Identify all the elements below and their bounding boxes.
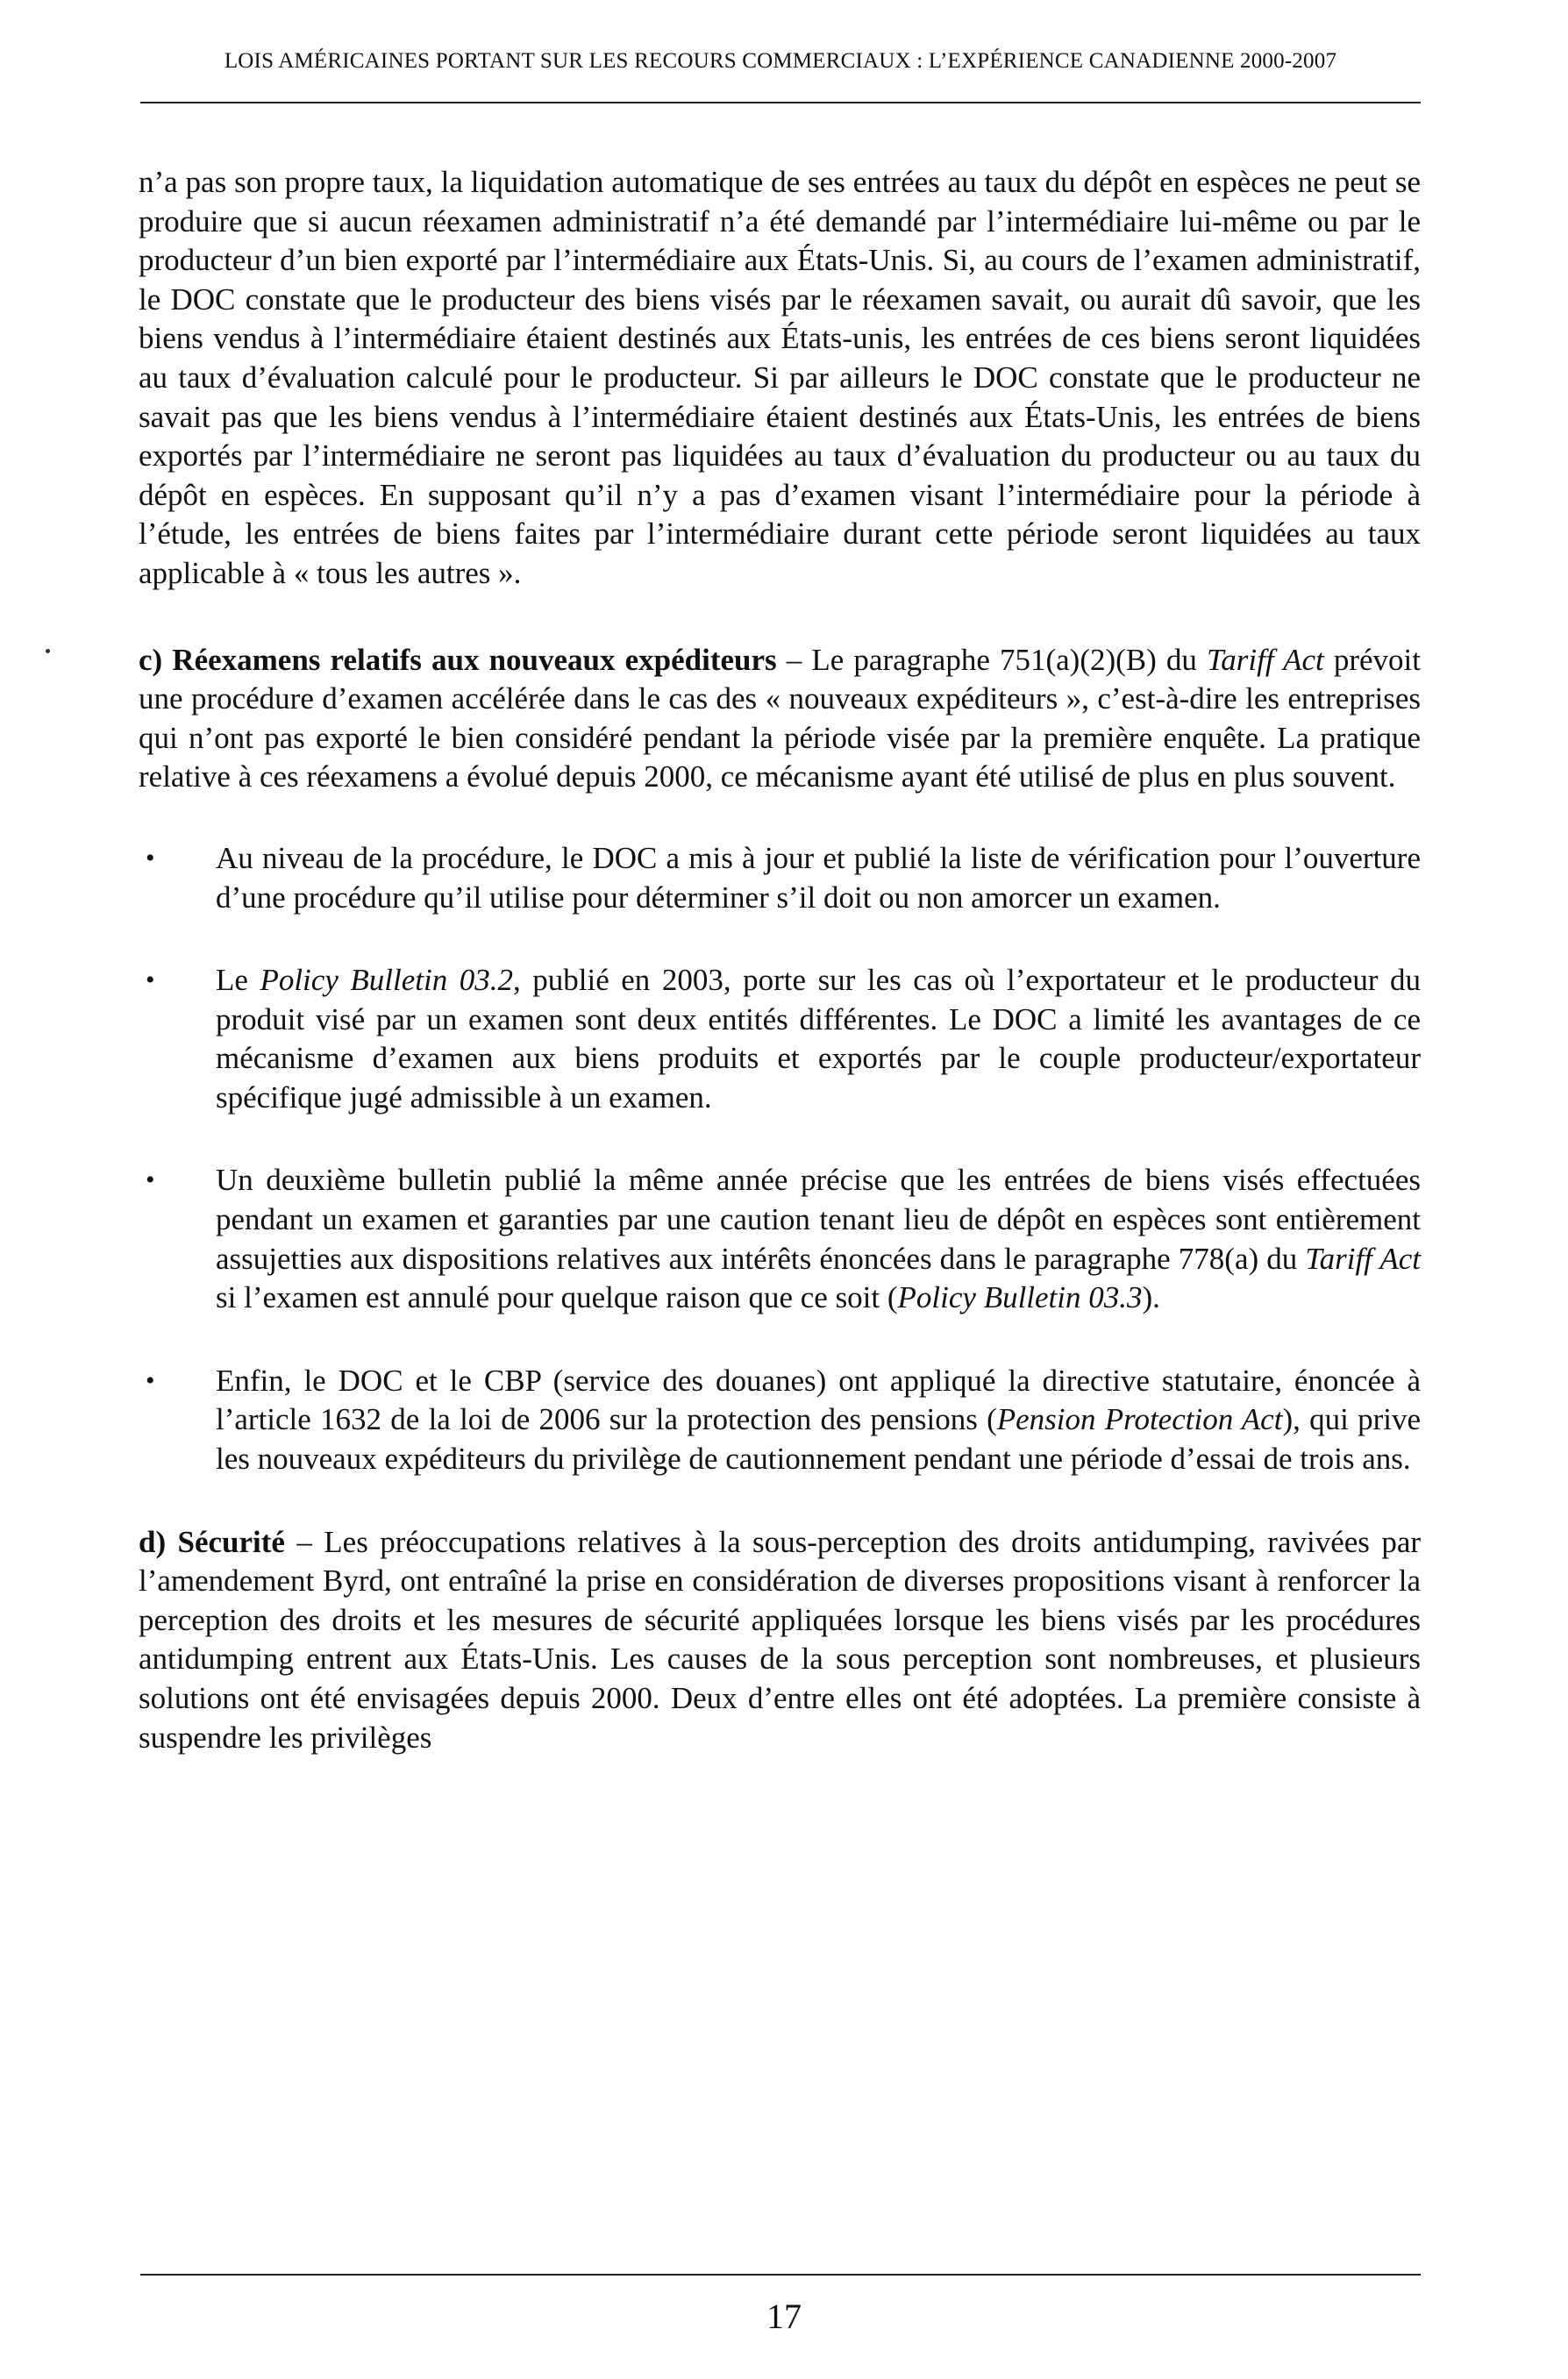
- bullet-italic-pension-act: Pension Protection Act: [996, 1402, 1283, 1437]
- bullet-icon: •: [146, 965, 155, 995]
- section-d-paragraph: [139, 1523, 1421, 1758]
- bullet-text-post: ), qui prive les nouveaux expéditeurs du privilège de cautionnement pendant une période d’essai de trois ans.: [216, 1402, 1421, 1477]
- bullet-icon: •: [146, 843, 155, 873]
- bullet-item-policy-bulletin-03-2: [139, 961, 1421, 1117]
- footer-rule: [140, 2274, 1421, 2276]
- section-c-italic-tariff-act: Tariff Act: [1207, 642, 1324, 677]
- section-c-paragraph: [139, 641, 1421, 797]
- page-number: 17: [766, 2297, 802, 2336]
- running-header: LOIS AMÉRICAINES PORTANT SUR LES RECOURS COMMERCIAUX : L’EXPÉRIENCE CANADIENNE 2000-2007: [224, 49, 1337, 73]
- section-d-heading: d) Sécurité: [139, 1524, 285, 1559]
- bullet-text: Au niveau de la procédure, le DOC a mis à jour et publié la liste de vérification pour l’ouverture d’une procédure qu’il utilise pour déterminer s’il doit ou non amorcer un examen.: [216, 840, 1421, 915]
- bullet-item-second-bulletin: [139, 1161, 1421, 1317]
- body-text: [139, 163, 1421, 1757]
- section-c-text-2: prévoit une procédure d’examen accélérée dans le cas des « nouveaux expéditeurs », c’est-à-dire les entreprises qui n’ont pas exporté le bien considéré pendant la période visée par la première enquête. La pratique relative à ces réexamens a évolué depuis 2000, ce mécanisme ayant été utilisé de plus en plus souvent.: [139, 642, 1421, 794]
- section-d-text: – Les préoccupations relatives à la sous-perception des droits antidumping, ravivées par l’amendement Byrd, ont entraîné la prise en considération de diverses propositions visant à renforcer la perception des droits et les mesures de sécurité appliquées lorsque les biens visés par les procédures antidumping entrent aux États-Unis. Les causes de la sous perception sont nombreuses, et plusieurs solutions ont été envisagées depuis 2000. Deux d’entre elles ont été adoptées. La première consiste à suspendre les privilèges: [139, 1524, 1422, 1755]
- section-c-text-1: – Le paragraphe 751(a)(2)(B) du: [776, 642, 1208, 677]
- bullet-text-post: , publié en 2003, porte sur les cas où l’exportateur et le producteur du produit visé par un examen sont deux entités différentes. Le DOC a limité les avantages de ce mécanisme d’examen aux biens produits et exportés par le couple producteur/exportateur spécifique jugé admissible à un examen.: [216, 963, 1422, 1115]
- bullet-item-procedure: [139, 839, 1421, 917]
- section-c-heading: c) Réexamens relatifs aux nouveaux expéditeurs: [139, 642, 777, 677]
- bullet-text-mid: si l’examen est annulé pour quelque raison que ce soit (: [216, 1280, 898, 1315]
- paragraph-continuation: n’a pas son propre taux, la liquidation automatique de ses entrées au taux du dépôt en espèces ne peut se produire que si aucun réexamen administratif n’a été demandé par l’intermédiaire lui-même ou par le producteur d’un bien exporté par l’intermédiaire aux États-Unis. Si, au cours de l’examen administratif, le DOC constate que le producteur des biens visés par le réexamen savait, ou aurait dû savoir, que les biens vendus à l’intermédiaire étaient destinés aux États-unis, les entrées de ces biens seront liquidées au taux d’évaluation calculé pour le producteur. Si par ailleurs le DOC constate que le producteur ne savait pas que les biens vendus à l’intermédiaire étaient destinés aux États-Unis, les entrées de biens exportés par l’intermédiaire ne seront pas liquidées au taux d’évaluation du producteur ou au taux du dépôt en espèces. En supposant qu’il n’y a pas d’examen visant l’intermédiaire pour la période à l’étude, les entrées de biens faites par l’intermédiaire durant cette période seront liquidées au taux applicable à « tous les autres ».: [139, 165, 1421, 590]
- bullet-italic: Policy Bulletin 03.2: [260, 963, 513, 998]
- bullet-item-cbp: [139, 1362, 1421, 1479]
- bullet-icon: •: [146, 1165, 155, 1195]
- margin-mark: [46, 649, 50, 653]
- bullet-text-pre: Un deuxième bulletin publié la même année précise que les entrées de biens visés effectuées pendant un examen et garanties par une caution tenant lieu de dépôt en espèces sont entièrement assujetties aux dispositions relatives aux intérêts énoncées dans le paragraphe 778(a) du: [216, 1163, 1421, 1276]
- bullet-italic-tariff-act: Tariff Act: [1305, 1241, 1421, 1276]
- bullet-text-post: ).: [1142, 1280, 1160, 1315]
- bullet-italic-policy-bulletin: Policy Bulletin 03.3: [897, 1280, 1143, 1315]
- bullet-icon: •: [146, 1365, 155, 1395]
- bullet-text-pre: Enfin, le DOC et le CBP (service des douanes) ont appliqué la directive statutaire, énoncée à l’article 1632 de la loi de 2006 sur la protection des pensions (: [216, 1363, 1421, 1437]
- bullet-list: [139, 839, 1421, 1479]
- bullet-text-pre: Le: [216, 963, 260, 998]
- header-rule: [140, 102, 1421, 103]
